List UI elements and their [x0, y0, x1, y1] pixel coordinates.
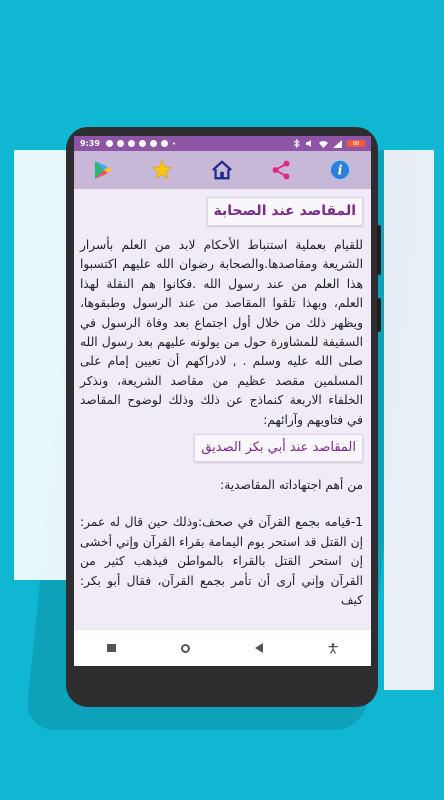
phone-screen — [74, 136, 371, 666]
notification-icon — [161, 140, 168, 147]
notification-icon — [139, 140, 146, 147]
status-bar — [74, 136, 371, 151]
info-icon-glyph: i — [337, 163, 343, 179]
article-title: المقاصد عند الصحابة — [207, 197, 363, 226]
rate-button[interactable] — [149, 157, 175, 183]
section-heading: المقاصد عند أبي بكر الصديق — [194, 434, 363, 462]
back-button[interactable] — [255, 643, 263, 653]
battery-icon: 68 — [347, 140, 365, 147]
background-screenshot-right — [384, 150, 434, 690]
play-store-button[interactable] — [90, 157, 116, 183]
share-icon — [270, 159, 292, 181]
info-icon — [329, 159, 351, 181]
article-paragraph: للقيام بعملية استنباط الأحكام لابد من العلم بأسرار الشريعة ومقاصدها.والصحابة رضوان الله عليهم اكتسبوا هذا العلم من عند رسول الله .فكانوا هم النقلة لهذا العلم، وبهذا تلقوا المقاصد من عند الرسول وطبقوها، ويظهر ذلك من خلال أول اجتماع بعد وفاة الرسول في السقيفة للمشاورة حول من يولونه عليهم بعد رسول الله صلى الله عليه وسلم . , لادراكهم أن تعيين إمام على المسلمين مقصد عظيم من مقاصد الشريعة، ونذكر الخلفاء الاربعة كنماذج عن ذلك وذلك لوضوح المقاصد في فتاويهم وآرائهم: — [80, 238, 363, 427]
home-nav-button[interactable] — [181, 644, 190, 653]
system-icons — [293, 139, 365, 148]
accessibility-icon[interactable] — [328, 643, 338, 654]
volume-button — [377, 225, 381, 275]
signal-icon — [333, 140, 342, 148]
app-toolbar — [74, 151, 371, 189]
status-time: 9:39 — [80, 139, 100, 148]
notification-icon — [106, 140, 113, 147]
power-button — [377, 298, 381, 332]
mute-icon — [305, 139, 314, 148]
home-button[interactable] — [209, 157, 235, 183]
notification-icon — [117, 140, 124, 147]
recents-button[interactable] — [107, 644, 116, 652]
share-button[interactable] — [268, 157, 294, 183]
article-paragraph: من أهم اجتهاداته المقاصدية: — [220, 478, 363, 493]
article-paragraph: 1-قيامه بجمع القرآن في صحف:وذلك حين قال له عمر: إن القتل قد استحر يوم اليمامة بقراء القرآن وإني أخشى إن استحر القتل بالقراء بالمواطن فيذهب كثير من القرآن وإني أرى أن تأمر بجمع القرآن، فقال أبو بكر: كيف — [80, 515, 363, 608]
more-dots-icon: • — [171, 139, 177, 148]
android-nav-bar — [74, 629, 371, 666]
info-button[interactable] — [327, 157, 353, 183]
notification-icon — [150, 140, 157, 147]
bluetooth-icon — [293, 139, 300, 148]
notification-icons — [106, 140, 176, 148]
play-store-icon — [92, 159, 114, 181]
home-icon — [211, 159, 233, 181]
article-content[interactable] — [74, 189, 371, 630]
facebook-icon — [128, 140, 135, 147]
star-icon — [151, 159, 173, 181]
wifi-icon — [319, 140, 328, 148]
